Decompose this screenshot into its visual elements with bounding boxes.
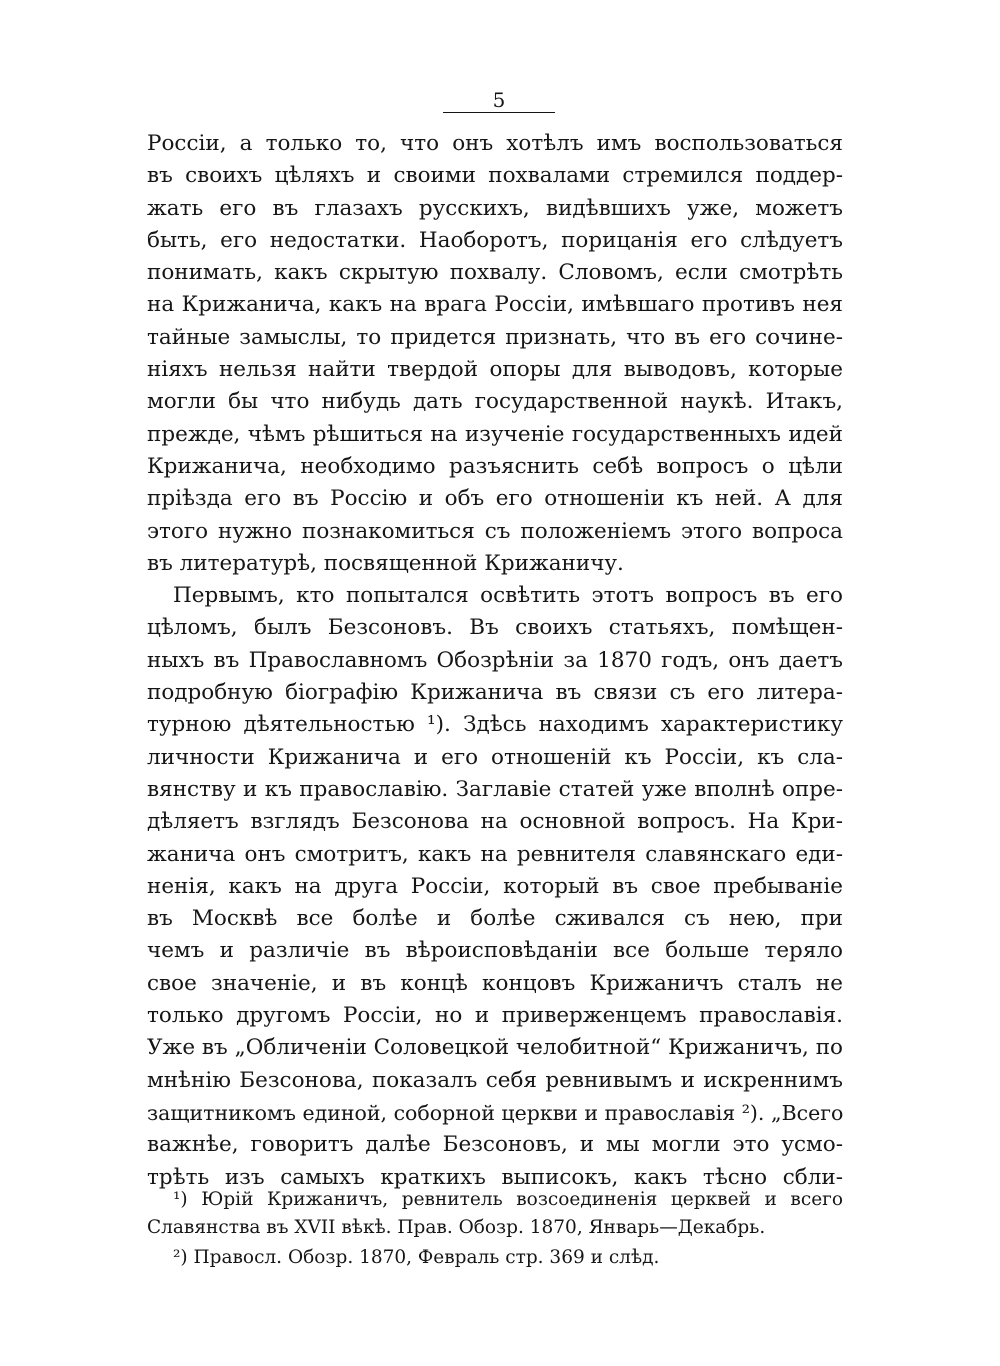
text-line: подробную біографію Крижанича въ связи съ его литера- (147, 680, 843, 706)
text-line: Крижанича, необходимо разъяснить себѣ вопросъ о цѣли (147, 453, 843, 479)
text-line: ніяхъ нельзя найти твердой опоры для выводовъ, которые (147, 357, 843, 383)
text-line: быть, его недостатки. Наоборотъ, порицанія его слѣдуетъ (147, 227, 843, 253)
text-line: Россіи, а только то, что онъ хотѣлъ имъ воспользоваться (147, 131, 843, 156)
footnote-1 (147, 1186, 843, 1242)
text-line: турною дѣятельностью ¹). Здѣсь находимъ характеристику (147, 712, 843, 738)
text-line: Уже въ „Обличеніи Соловецкой челобитной“ Крижаничъ, по (147, 1035, 843, 1061)
text-line: на Крижанича, какъ на врага Россіи, имѣвшаго противъ нея (147, 292, 843, 318)
text-line: Первымъ, кто попытался освѣтить этотъ вопросъ въ его (173, 583, 843, 609)
footnote-2 (147, 1244, 843, 1272)
text-line: свое значеніе, и въ концѣ концовъ Крижаничъ сталъ не (147, 970, 843, 996)
text-line: ныхъ въ Православномъ Обозрѣніи за 1870 годъ, онъ даетъ (147, 647, 843, 673)
text-line: защитникомъ единой, соборной церкви и православія ²). „Всего (147, 1100, 844, 1125)
text-line: этого нужно познакомиться съ положеніемъ этого вопроса (147, 518, 843, 544)
text-line: цѣломъ, былъ Безсоновъ. Въ своихъ статьяхъ, помѣщен- (147, 615, 843, 641)
text-line: трѣть изъ самыхъ краткихъ выписокъ, какъ тѣсно сбли- (147, 1164, 843, 1190)
paragraph (147, 128, 843, 580)
page-number: 5 (492, 88, 506, 112)
text-line: въ литературѣ, посвященной Крижаничу. (147, 550, 624, 576)
paragraph (147, 580, 843, 1194)
text-line: жать его въ глазахъ русскихъ, видѣвшихъ уже, можетъ (147, 195, 843, 221)
text-line: ненія, какъ на друга Россіи, который въ свое пребываніе (147, 873, 843, 899)
text-line: понимать, какъ скрытую похвалу. Словомъ, если смотрѣть (147, 260, 843, 286)
text-line: вянству и къ православію. Заглавіе статей уже вполнѣ опре- (147, 776, 843, 802)
text-line: въ Москвѣ все болѣе и болѣе сживался съ нею, при (147, 906, 843, 932)
footnote-line: ¹) Юрій Крижаничъ, ревнитель возсоединенія церквей и всего (173, 1189, 843, 1210)
footnotes (147, 1186, 843, 1272)
text-line: только другомъ Россіи, но и приверженцемъ православія. (147, 1003, 843, 1029)
text-line: въ своихъ цѣляхъ и своими похвалами стремился поддер- (147, 163, 843, 189)
page-number-rule (443, 112, 555, 113)
text-line: мнѣнію Безсонова, показалъ себя ревнивымъ и искреннимъ (147, 1067, 843, 1093)
body-text (147, 128, 843, 1194)
footnote-line: ²) Правосл. Обозр. 1870, Февраль стр. 369 и слѣд. (173, 1247, 660, 1268)
text-line: прежде, чѣмъ рѣшиться на изученіе государственныхъ идей (147, 421, 843, 447)
text-line: дѣляетъ взглядъ Безсонова на основной вопросъ. На Кри- (147, 809, 843, 835)
text-line: чемъ и различіе въ вѣроисповѣданіи все больше теряло (147, 938, 843, 964)
text-line: личности Крижанича и его отношеній къ Россіи, къ сла- (147, 744, 843, 770)
text-line: пріѣзда его въ Россію и объ его отношеніи къ ней. А для (147, 486, 843, 512)
text-line: могли бы что нибудь дать государственной наукѣ. Итакъ, (147, 389, 843, 415)
text-line: тайные замыслы, то придется признать, что въ его сочине- (147, 324, 843, 350)
text-line: жанича онъ смотритъ, какъ на ревнителя славянскаго еди- (147, 841, 843, 867)
text-line: важнѣе, говоритъ далѣе Безсоновъ, и мы могли это усмо- (147, 1132, 843, 1158)
footnote-line: Славянства въ XVII вѣкѣ. Прав. Обозр. 1870, Январь—Декабрь. (147, 1217, 766, 1238)
